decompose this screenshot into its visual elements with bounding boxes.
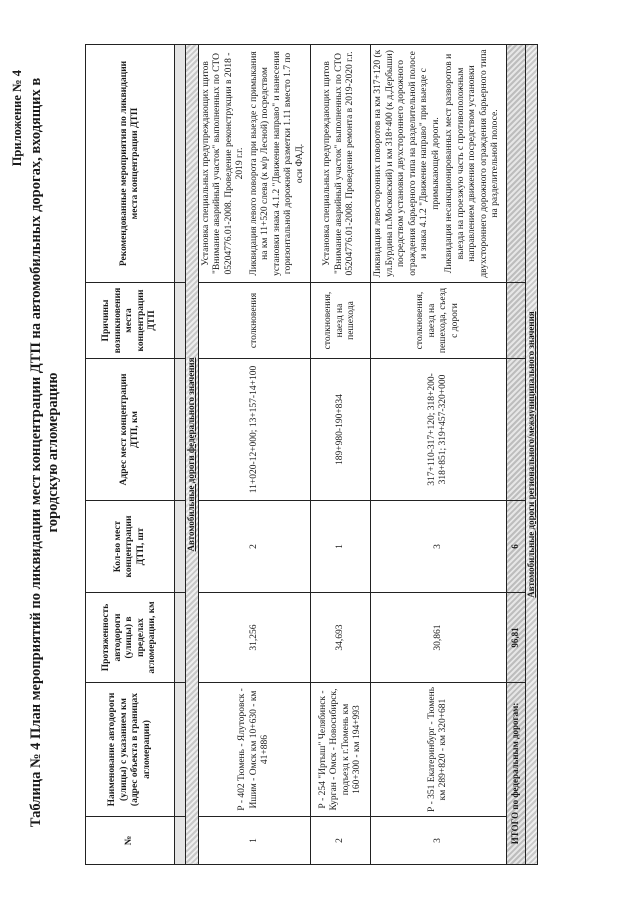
measure-text: Ликвидация левого поворота при выезде с примыкания на км 11+520 слева (к м/р Лесной) посредством установки знака 4.1.2 "Движение направо" и нанесения горизонтальной дорожной разметки 1.11 вместо 1.7 по оси ФАД.	[248, 51, 305, 276]
row-number: 3	[371, 817, 507, 865]
accident-spot-count: 3	[371, 501, 507, 593]
section-title-federal: Автомобильные дороги федерального значения	[186, 357, 196, 552]
road-length: 34,693	[311, 593, 371, 683]
section-title-regional: Автомобильные дороги регионального/межмуниципального значения	[525, 311, 536, 598]
table-row	[371, 45, 507, 865]
section-row-regional	[525, 45, 538, 865]
column-number	[175, 593, 186, 683]
road-name: Р - 351 Екатеринбург - Тюмень км 289+820 - км 320+681	[371, 683, 507, 817]
total-length: 96,81	[506, 593, 525, 683]
table-row	[198, 45, 311, 865]
column-number	[175, 283, 186, 359]
accident-spot-count: 2	[198, 501, 311, 593]
accident-cause: столкновения, наезд на пешехода, съезд с дороги	[371, 283, 507, 359]
section-row-federal	[186, 45, 199, 865]
road-name: Р - 254 "Иртыш" Челябинск - Курган - Омск - Новосибирск, подъезд к г.Тюмень км 160+300 - км 194+993	[311, 683, 371, 817]
measures-table	[85, 44, 538, 865]
accident-spot-address: 11+020-12+000; 13+157-14+100	[198, 359, 311, 501]
measure-text: Установка специальных предупреждающих щитов "Внимание аварийный участок" выполненных по СТО 05204776.01-2008. Проведение реконструкции в 2018 - 2019 г.г.	[200, 52, 245, 275]
column-number	[175, 501, 186, 593]
recommended-measures	[198, 45, 311, 283]
column-number	[175, 817, 186, 865]
header-cause: Причины возникновения места концентрации ДТП	[86, 283, 175, 359]
recommended-measures	[311, 45, 371, 283]
column-number-row	[175, 45, 186, 865]
total-row	[506, 45, 525, 865]
accident-spot-address: 189+980-190+834	[311, 359, 371, 501]
total-label: ИТОГО по федеральным дорогам:	[506, 683, 525, 865]
column-number	[175, 359, 186, 501]
header-address: Адрес мест концентрации ДТП, км	[86, 359, 175, 501]
measure-text: Ликвидация левосторонних поворотов на км 317+120 (к ул.Бурдина п.Московский) и км 318+400 (к д.Дербыши) посредством установки двухстороннего дорожного ограждения барьерного типа на разделительной полосе и знака 4.1.2 "Движение направо" при выезде с примыкающей дороги.	[373, 49, 441, 278]
road-length: 31,256	[198, 593, 311, 683]
accident-cause: столкновения	[198, 283, 311, 359]
header-road: Наименование автодороги (улицы) с указанием км (адрес объекта в границах агломерации)	[86, 683, 175, 817]
header-measures: Рекомендованные мероприятия по ликвидации места концентрации ДТП	[86, 45, 175, 283]
road-name: Р - 402 Тюмень - Ялуторовск - Ишим - Омск км 10+630 - км 41+886	[198, 683, 311, 817]
measure-text: Ликвидация несанкционированных мест разворотов и выезда на проезжую часть с противоположным направлением движения посредством установки двухстороннего дорожного ограждения барьерного типа на разделительной полосе.	[444, 49, 500, 278]
header-length: Протяженность автодороги (улицы) в пределах агломерации, км	[86, 593, 175, 683]
total-count: 6	[506, 501, 525, 593]
appendix-label: Приложение № 4	[10, 70, 24, 167]
measure-text: Установка специальных предупреждающих щитов "Внимание аварийный участок" выполненных по СТО 05204776.01-2008. Проведение ремонта в 2019-2020 г.г.	[322, 51, 356, 276]
accident-spot-count: 1	[311, 501, 371, 593]
header-num: №	[86, 817, 175, 865]
header-row	[86, 45, 175, 865]
document-title: Таблица № 4 План мероприятий по ликвидации мест концентрации ДТП на автомобильных дорогах, входящих в городскую агломерацию	[28, 77, 61, 828]
column-number	[175, 683, 186, 817]
recommended-measures	[371, 45, 507, 283]
column-number	[175, 45, 186, 283]
accident-cause: столкновения, наезд на пешехода	[311, 283, 371, 359]
row-number: 1	[198, 817, 311, 865]
header-count: Кол-во мест концентрации ДТП, шт	[86, 501, 175, 593]
table-row	[311, 45, 371, 865]
road-length: 30,861	[371, 593, 507, 683]
accident-spot-address: 317+110-317+120; 318+200-318+851; 319+457-320+000	[371, 359, 507, 501]
row-number: 2	[311, 817, 371, 865]
